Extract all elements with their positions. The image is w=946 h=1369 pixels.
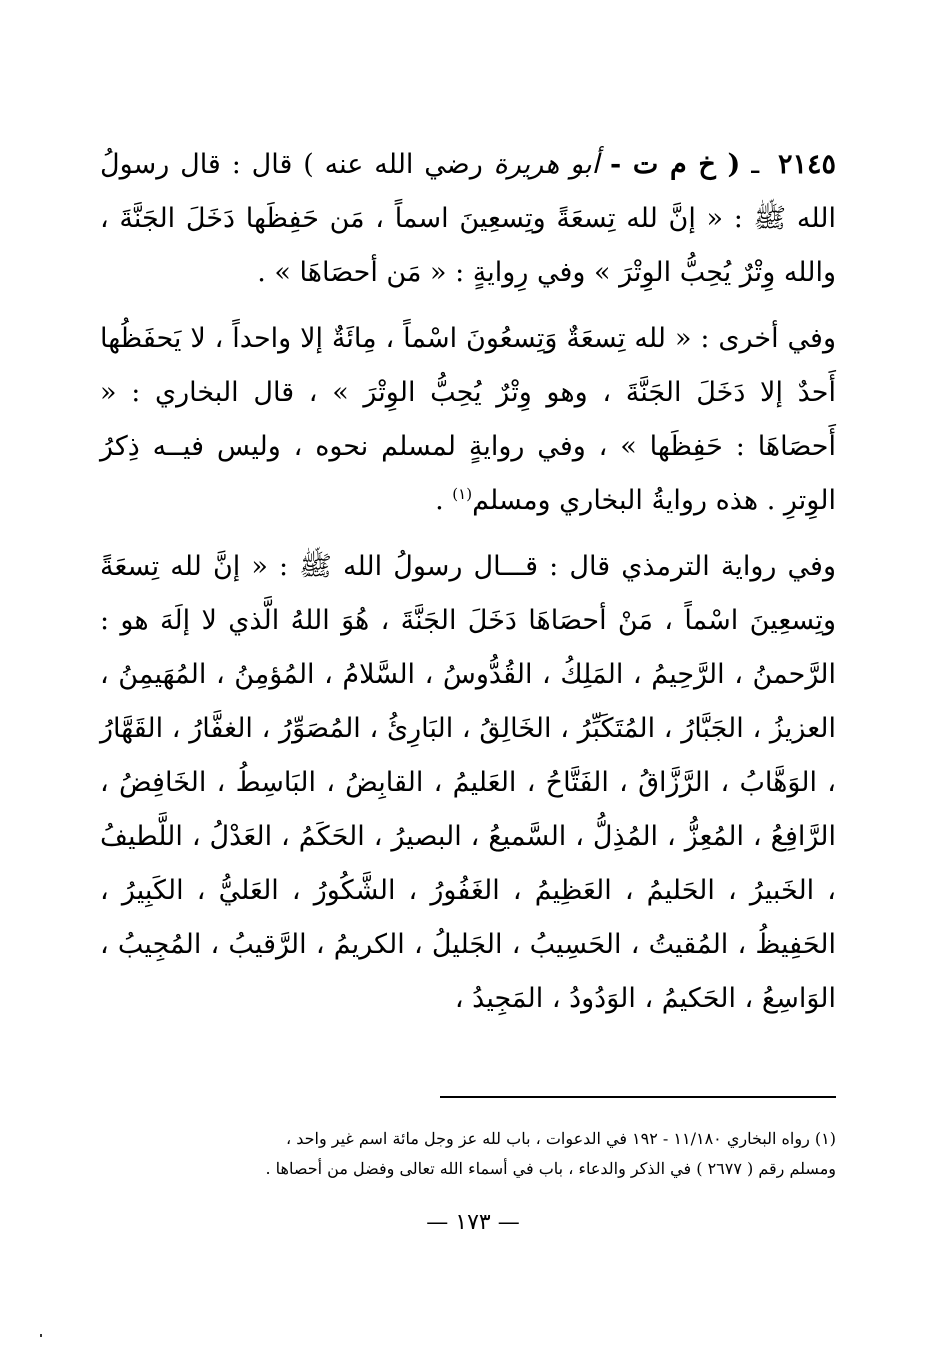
footnote (96, 1124, 836, 1184)
paragraph-end: . (435, 485, 444, 516)
main-text (100, 138, 836, 1026)
hadith-text: رضي الله عنه ) قال : قال رسولُ الله ﷺ : « إنَّ لله تِسعَةً وتِسعِينَ اسماً ، مَن حَفِظَها دَخَلَ الجَنَّةَ ، والله وِتْرٌ يُحِبُّ الوِتْرَ » وفي رِوايةٍ : « مَن أحصَاهَا » . (100, 149, 836, 288)
scan-speck (40, 1334, 42, 1337)
page-number: — ١٧٣ — (426, 1210, 520, 1235)
footnote-line-2: ومسلم رقم ( ٢٦٧٧ ) في الذكر والدعاء ، باب في أسماء الله تعالى وفضل من أحصاها . (265, 1159, 836, 1178)
other-narration-paragraph (100, 312, 836, 528)
hadith-number: ٢١٤٥ (777, 149, 836, 180)
hadith-dash: ـ (751, 149, 760, 180)
tirmidhi-text: وفي رواية الترمذي قال : قـــال رسولُ الله ﷺ : « إنَّ لله تِسعَةً وتِسعِينَ اسْماً ، مَنْ أحصَاهَا دَخَلَ الجَنَّةَ ، هُوَ اللهُ الَّذي لا إلَهَ هو : الرَّحمنُ ، الرَّحِيمُ ، المَلِكُ ، القُدُّوسُ ، السَّلامُ ، المُؤمِنُ ، المُهَيمِنُ ، العزيزُ ، الجَبَّارُ ، المُتَكَبِّرُ ، الخَالِقُ ، البَارِئُ ، المُصَوِّرُ ، الغفَّارُ ، القَهَّارُ ، الوَهَّابُ ، الرَّزَّاقُ ، الفَتَّاحُ ، العَليمُ ، القابِضُ ، البَاسِطُ ، الخَافِضُ ، الرَّافِعُ ، المُعِزُّ ، المُذِلُّ ، السَّميعُ ، البصيرُ ، الحَكَمُ ، العَدْلُ ، اللَّطيفُ ، الخَبيرُ ، الحَليمُ ، العَظِيمُ ، الغَفُورُ ، الشَّكُورُ ، العَليُّ ، الكَبِيرُ ، الحَفِيظُ ، المُقيتُ ، الحَسِيبُ ، الجَليلُ ، الكريمُ ، الرَّقيبُ ، المُجِيبُ ، الوَاسِعُ ، الحَكيمُ ، الوَدُودُ ، المَجِيدُ ، (100, 551, 836, 1014)
narrator-name: أبو هريرة (493, 149, 600, 180)
hadith-paragraph (100, 138, 836, 300)
footnote-line-1: (١) رواه البخاري ١١/١٨٠ - ١٩٢ في الدعوات ، باب لله عز وجل مائة اسم غير واحد ، (285, 1129, 836, 1148)
footnote-divider (440, 1096, 836, 1098)
footnote-reference: (١) (452, 485, 473, 503)
tirmidhi-paragraph (100, 540, 836, 1026)
other-narration-text: وفي أخرى : « لله تِسعَةٌ وَتِسعُونَ اسْماً ، مِائَةٌ إلا واحداً ، لا يَحفَظُها أَحدٌ إلا دَخَلَ الجَنَّةَ ، وهو وِتْرٌ يُحِبُّ الوِتْرَ » ، قال البخاري : « أَحصَاهَا : حَفِظَها » ، وفي روايةٍ لمسلم نحوه ، وليس فيــه ذِكرُ الوِترِ . هذه روايةُ البخاري ومسلم (100, 323, 836, 516)
source-sigla: ( خ م ت - (610, 149, 741, 180)
